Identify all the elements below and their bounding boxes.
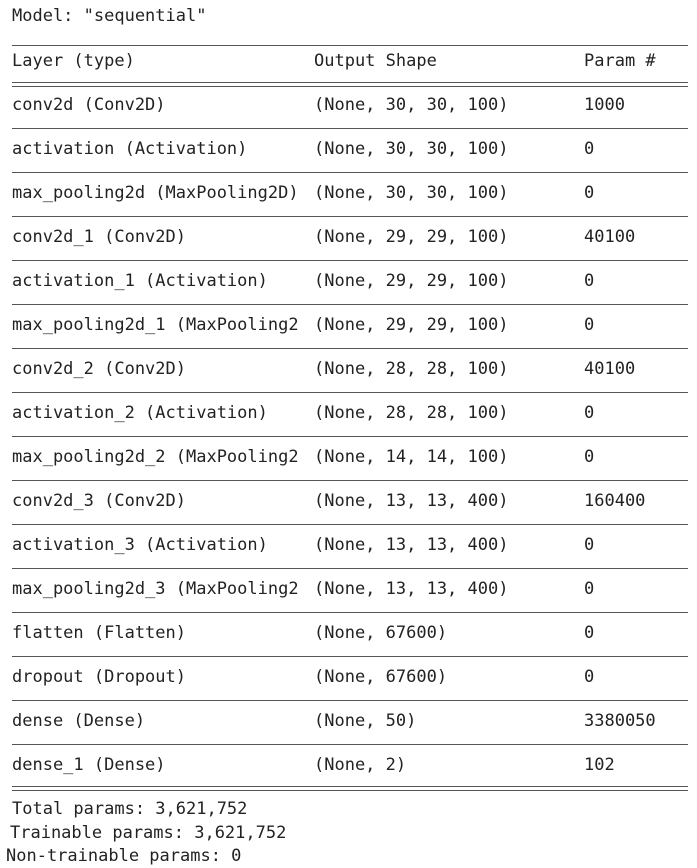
layer-name: dropout (Dropout) [12,667,186,687]
layer-output-shape: (None, 67600) [314,667,448,687]
header-row [12,51,688,71]
layer-name: max_pooling2d (MaxPooling2D) [12,183,299,203]
layer-name: max_pooling2d_1 (MaxPooling2 [12,315,299,335]
layer-row [12,95,688,115]
layer-name: dense (Dense) [12,711,146,731]
layer-params: 40100 [584,359,636,379]
layer-output-shape: (None, 30, 30, 100) [314,95,509,115]
layer-row [12,755,688,775]
layer-output-shape: (None, 13, 13, 400) [314,491,509,511]
header-output-shape: Output Shape [314,51,437,71]
layer-params: 0 [584,271,595,291]
row-separator [12,216,688,217]
header-layer: Layer (type) [12,51,135,71]
layer-output-shape: (None, 13, 13, 400) [314,579,509,599]
bottom-double-rule [12,786,688,791]
layer-params: 0 [584,535,595,555]
layer-name: activation (Activation) [12,139,248,159]
layer-name: conv2d_3 (Conv2D) [12,491,186,511]
layer-params: 0 [584,403,595,423]
layer-row [12,491,688,511]
layer-params: 0 [584,183,595,203]
top-rule [12,45,688,46]
layer-name: max_pooling2d_2 (MaxPooling2 [12,447,299,467]
layer-params: 0 [584,315,595,335]
layer-output-shape: (None, 30, 30, 100) [314,183,509,203]
layer-output-shape: (None, 2) [314,755,407,775]
layer-output-shape: (None, 29, 29, 100) [314,227,509,247]
header-params: Param # [584,51,656,71]
layer-row [12,271,688,291]
layer-row [12,711,688,731]
layer-row [12,535,688,555]
row-separator [12,480,688,481]
layer-row [12,667,688,687]
row-separator [12,348,688,349]
layer-name: activation_3 (Activation) [12,535,268,555]
row-separator [12,568,688,569]
row-separator [12,172,688,173]
layer-output-shape: (None, 28, 28, 100) [314,359,509,379]
layer-output-shape: (None, 30, 30, 100) [314,139,509,159]
layer-row [12,403,688,423]
row-separator [12,656,688,657]
layer-name: dense_1 (Dense) [12,755,166,775]
trainable-params: Trainable params: 3,621,752 [10,823,287,843]
layer-params: 0 [584,139,595,159]
layer-row [12,227,688,247]
layer-name: conv2d_1 (Conv2D) [12,227,186,247]
layer-row [12,139,688,159]
layer-params: 160400 [584,491,646,511]
layer-output-shape: (None, 67600) [314,623,448,643]
row-separator [12,436,688,437]
row-separator [12,612,688,613]
row-separator [12,700,688,701]
layer-name: conv2d (Conv2D) [12,95,166,115]
layer-name: max_pooling2d_3 (MaxPooling2 [12,579,299,599]
layer-row [12,183,688,203]
layer-params: 0 [584,623,595,643]
row-separator [12,304,688,305]
layer-params: 1000 [584,95,625,115]
layer-row [12,623,688,643]
layer-params: 0 [584,447,595,467]
layer-row [12,359,688,379]
model-title: Model: "sequential" [12,6,207,26]
non-trainable-params: Non-trainable params: 0 [6,846,242,866]
layer-output-shape: (None, 50) [314,711,417,731]
layer-output-shape: (None, 13, 13, 400) [314,535,509,555]
layer-name: flatten (Flatten) [12,623,186,643]
layer-name: conv2d_2 (Conv2D) [12,359,186,379]
layer-params: 3380050 [584,711,656,731]
row-separator [12,260,688,261]
header-double-rule [12,82,688,87]
layer-params: 0 [584,579,595,599]
row-separator [12,744,688,745]
layer-row [12,315,688,335]
layer-row [12,447,688,467]
layer-params: 102 [584,755,615,775]
row-separator [12,128,688,129]
row-separator [12,392,688,393]
layer-output-shape: (None, 14, 14, 100) [314,447,509,467]
layer-params: 40100 [584,227,636,247]
layer-row [12,579,688,599]
total-params: Total params: 3,621,752 [12,799,248,819]
row-separator [12,524,688,525]
layer-output-shape: (None, 29, 29, 100) [314,271,509,291]
layer-name: activation_1 (Activation) [12,271,268,291]
layer-output-shape: (None, 28, 28, 100) [314,403,509,423]
layer-output-shape: (None, 29, 29, 100) [314,315,509,335]
layer-name: activation_2 (Activation) [12,403,268,423]
layer-params: 0 [584,667,595,687]
